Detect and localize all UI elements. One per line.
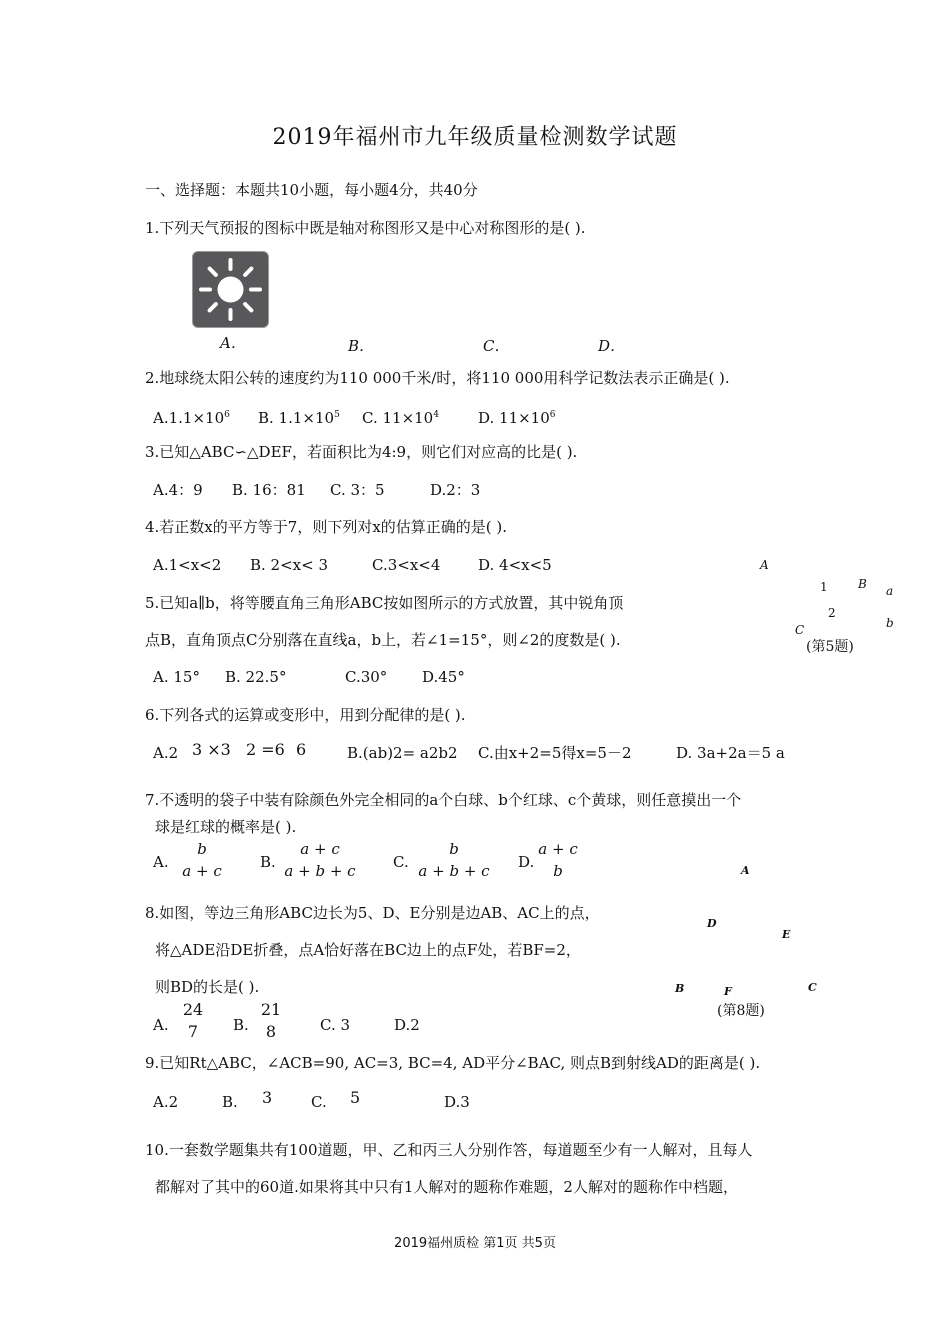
q7-option-b-fraction: a + c a + b + c bbox=[284, 840, 356, 880]
q8-option-a-fraction: 24 7 bbox=[182, 1000, 204, 1041]
question-10-line1: 10.一套数学题集共有100道题，甲、乙和丙三人分别作答，每道题至少有一人解对，且每人 bbox=[145, 1141, 753, 1159]
q9-option-c-value: 5 bbox=[350, 1088, 361, 1107]
q9-option-c: C. bbox=[311, 1093, 327, 1111]
q7-option-a: A. bbox=[153, 853, 169, 871]
q6-option-a-part3: 2 =6 bbox=[246, 740, 285, 759]
q3-option-d: D.2：3 bbox=[430, 481, 481, 499]
fig8-label-a: A bbox=[741, 864, 750, 877]
q9-option-d: D.3 bbox=[444, 1093, 470, 1111]
question-8-line2: 将△ADE沿DE折叠，点A恰好落在BC边上的点F处，若BF=2， bbox=[155, 941, 581, 959]
sun-icon bbox=[193, 252, 268, 327]
q9-option-b-value: 3 bbox=[262, 1088, 273, 1107]
q8-option-b: B. bbox=[233, 1016, 249, 1034]
fig5-caption: (第5题) bbox=[806, 639, 854, 655]
q1-option-d: D． bbox=[598, 337, 626, 355]
question-10-line2: 都解对了其中的60道.如果将其中只有1人解对的题称作难题，2人解对的题称作中档题， bbox=[155, 1178, 738, 1196]
question-8-line1: 8.如图，等边三角形ABC边长为5、D、E分别是边AB、AC上的点， bbox=[145, 904, 600, 922]
q6-option-a-part2: 3 ×3 bbox=[192, 740, 231, 759]
fig5-label-c-vertex: C bbox=[795, 623, 805, 637]
q2-option-a: $A.1.1\times 10^6$ bbox=[153, 409, 230, 427]
q1-option-b: B． bbox=[348, 337, 375, 355]
q9-option-a: A.2 bbox=[153, 1093, 179, 1111]
q1-option-c: C． bbox=[483, 337, 510, 355]
q7-option-b: B. bbox=[260, 853, 276, 871]
q2-option-d: D. $11\times 10^6$ bbox=[478, 409, 556, 427]
q8-option-b-fraction: 21 8 bbox=[260, 1000, 282, 1041]
fig5-label-line-a: a bbox=[886, 584, 894, 598]
q6-option-d: D. 3a+2a＝5 a bbox=[676, 744, 785, 762]
question-4-stem: 4.若正数x的平方等于7，则下列对x的估算正确的是( ). bbox=[145, 518, 508, 536]
fig8-label-c: C bbox=[808, 981, 817, 994]
question-6-stem: 6.下列各式的运算或变形中，用到分配律的是( ). bbox=[145, 706, 466, 724]
q9-option-b: B. bbox=[222, 1093, 238, 1111]
q5-option-a: A. 15° bbox=[153, 668, 200, 686]
question-8-line3: 则BD的长是( ). bbox=[155, 978, 260, 996]
q5-option-b: B. 22.5° bbox=[225, 668, 287, 686]
q4-option-c: C.3<x<4 bbox=[372, 556, 441, 574]
q8-option-c: C. 3 bbox=[320, 1016, 351, 1034]
page-title: 2019年福州市九年级质量检测数学试题 bbox=[272, 125, 678, 150]
question-1-stem: 1.下列天气预报的图标中既是轴对称图形又是中心对称图形的是( ). bbox=[145, 219, 586, 237]
q6-option-a-part4: 6 bbox=[296, 740, 307, 759]
question-5-line1: 5.已知a∥b，将等腰直角三角形ABC按如图所示的方式放置，其中锐角顶 bbox=[145, 594, 624, 612]
q5-option-d: D.45° bbox=[422, 668, 465, 686]
q2-option-c: C. $11\times 10^4$ bbox=[362, 409, 439, 427]
q1-option-a: A． bbox=[220, 334, 246, 352]
fig5-label-line-b: b bbox=[886, 616, 894, 630]
fig8-label-d: D bbox=[707, 917, 717, 930]
q3-option-c: C. 3：5 bbox=[330, 481, 385, 499]
sun-icon-option-a bbox=[193, 252, 268, 327]
q7-option-c-fraction: b a + b + c bbox=[418, 840, 490, 880]
q3-option-b: B. 16：81 bbox=[232, 481, 306, 499]
question-3-stem: 3.已知△ABC∽△DEF，若面积比为4:9，则它们对应高的比是( ). bbox=[145, 443, 578, 461]
q6-option-a: A.2 bbox=[153, 744, 179, 762]
q5-option-c: C.30° bbox=[345, 668, 388, 686]
question-5-line2: 点B，直角顶点C分别落在直线a，b上，若∠1=15°，则∠2的度数是( ). bbox=[145, 631, 621, 649]
fig5-label-a-vertex: A bbox=[760, 558, 769, 572]
fig5-label-angle2: 2 bbox=[828, 606, 836, 620]
fig5-label-angle1: 1 bbox=[820, 580, 828, 594]
q4-option-b: B. 2<x< 3 bbox=[250, 556, 329, 574]
q7-option-a-fraction: b a + c bbox=[182, 840, 222, 880]
q8-option-d: D.2 bbox=[394, 1016, 420, 1034]
question-7-line1: 7.不透明的袋子中装有除颜色外完全相同的a个白球、b个红球、c个黄球，则任意摸出一个 bbox=[145, 791, 742, 809]
q7-option-d: D. bbox=[518, 853, 535, 871]
fig5-label-b-vertex: B bbox=[858, 577, 867, 591]
fig8-caption: (第8题) bbox=[717, 1003, 765, 1019]
page-footer: 2019福州质检 第1页 共5页 bbox=[394, 1236, 556, 1251]
question-7-line2: 球是红球的概率是( ). bbox=[155, 818, 297, 836]
q7-option-d-fraction: a + c b bbox=[538, 840, 578, 880]
fig8-label-f: F bbox=[724, 985, 732, 998]
q7-option-c: C. bbox=[393, 853, 409, 871]
question-9-stem: 9.已知Rt△ABC，∠ACB=90, AC=3, BC=4, AD平分∠BAC, 则点B到射线AD的距离是( ). bbox=[145, 1054, 761, 1072]
q6-option-b: B.(ab)2= a2b2 bbox=[347, 744, 458, 762]
fig8-label-e: E bbox=[782, 928, 791, 941]
question-2-stem: 2.地球绕太阳公转的速度约为110 000千米/时，将110 000用科学记数法表示正确是( ). bbox=[145, 369, 730, 387]
q6-option-c: C.由x+2=5得x=5－2 bbox=[478, 744, 632, 762]
q2-option-b: B. $1.1\times 10^5$ bbox=[258, 409, 340, 427]
q3-option-a: A.4：9 bbox=[153, 481, 203, 499]
section-heading: 一、选择题：本题共10小题，每小题4分，共40分 bbox=[145, 181, 478, 199]
q4-option-a: A.1<x<2 bbox=[153, 556, 222, 574]
q8-option-a: A. bbox=[153, 1016, 169, 1034]
fig8-label-b: B bbox=[675, 982, 685, 995]
q4-option-d: D. 4<x<5 bbox=[478, 556, 552, 574]
